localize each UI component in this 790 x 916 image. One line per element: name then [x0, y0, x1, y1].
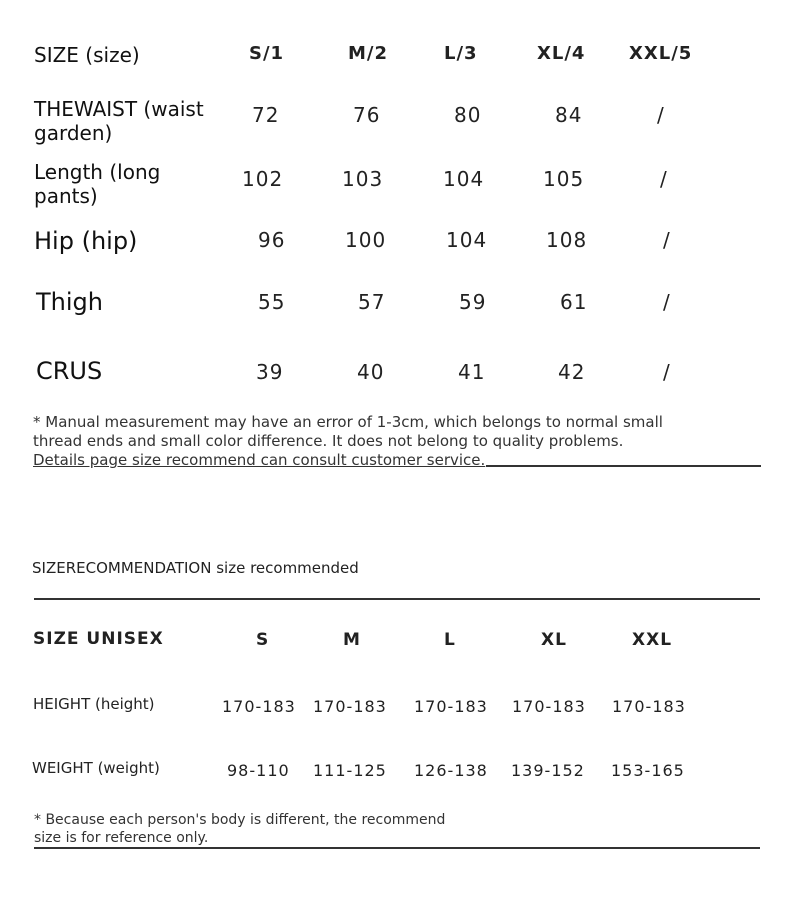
row-label-length-line1: Length (long [34, 160, 161, 184]
crus-xl4-value: 42 [558, 360, 586, 384]
weight-xxl-value: 153-165 [611, 761, 685, 780]
rec-col-l: L [444, 630, 456, 650]
row-label-hip: Hip (hip) [34, 227, 138, 255]
weight-l-value: 126-138 [414, 761, 488, 780]
length-m2-value: 103 [342, 167, 384, 191]
length-l3-value: 104 [443, 167, 485, 191]
row-label-crus: CRUS [36, 357, 103, 385]
waist-s1-value: 72 [252, 103, 280, 127]
size-col-xl4: XL/4 [537, 43, 586, 64]
length-s1-value: 102 [242, 167, 284, 191]
measurement-note-line3: Details page size recommend can consult customer service. [33, 451, 486, 469]
size-col-s1: S/1 [249, 43, 285, 64]
weight-s-value: 98-110 [227, 761, 290, 780]
thigh-xxl5-value: / [663, 290, 671, 314]
rec-col-xxl: XXL [632, 630, 673, 650]
unisex-header-label: SIZE UNISEX [33, 629, 164, 649]
row-label-thigh: Thigh [36, 288, 103, 316]
length-xxl5-value: / [660, 167, 668, 191]
waist-m2-value: 76 [353, 103, 381, 127]
size-col-l3: L/3 [444, 43, 478, 64]
size-col-m2: M/2 [348, 43, 389, 64]
measurement-note-line1: * Manual measurement may have an error of 1-3cm, which belongs to normal small [33, 413, 663, 431]
rec-col-xl: XL [541, 630, 567, 650]
row-label-waist-line1: THEWAIST (waist [34, 97, 204, 121]
hip-xxl5-value: / [663, 228, 671, 252]
size-col-xxl5: XXL/5 [629, 43, 693, 64]
thigh-l3-value: 59 [459, 290, 487, 314]
waist-xxl5-value: / [657, 103, 665, 127]
weight-m-value: 111-125 [313, 761, 387, 780]
rec-row-label-weight: WEIGHT (weight) [32, 759, 160, 777]
thigh-s1-value: 55 [258, 290, 286, 314]
thigh-m2-value: 57 [358, 290, 386, 314]
measurement-note-line2: thread ends and small color difference. It does not belong to quality problems. [33, 432, 624, 450]
crus-s1-value: 39 [256, 360, 284, 384]
recommend-note-line1: * Because each person's body is different, the recommend [34, 812, 446, 828]
recommendation-title: SIZERECOMMENDATION size recommended [32, 559, 359, 577]
recommendation-bottom-divider [34, 847, 760, 849]
height-m-value: 170-183 [313, 697, 387, 716]
length-xl4-value: 105 [543, 167, 585, 191]
rec-col-m: M [343, 630, 361, 650]
note-divider [486, 465, 761, 467]
rec-row-label-height: HEIGHT (height) [33, 695, 155, 713]
waist-l3-value: 80 [454, 103, 482, 127]
waist-xl4-value: 84 [555, 103, 583, 127]
crus-m2-value: 40 [357, 360, 385, 384]
height-l-value: 170-183 [414, 697, 488, 716]
hip-m2-value: 100 [345, 228, 387, 252]
hip-l3-value: 104 [446, 228, 488, 252]
height-xxl-value: 170-183 [612, 697, 686, 716]
rec-col-s: S [256, 630, 270, 650]
recommendation-top-divider [34, 598, 760, 600]
crus-xxl5-value: / [663, 360, 671, 384]
thigh-xl4-value: 61 [560, 290, 588, 314]
crus-l3-value: 41 [458, 360, 486, 384]
recommend-note-line2: size is for reference only. [34, 830, 209, 846]
size-header-label: SIZE (size) [34, 43, 140, 67]
weight-xl-value: 139-152 [511, 761, 585, 780]
row-label-length-line2: pants) [34, 184, 98, 208]
height-s-value: 170-183 [222, 697, 296, 716]
hip-s1-value: 96 [258, 228, 286, 252]
height-xl-value: 170-183 [512, 697, 586, 716]
row-label-waist-line2: garden) [34, 121, 113, 145]
hip-xl4-value: 108 [546, 228, 588, 252]
